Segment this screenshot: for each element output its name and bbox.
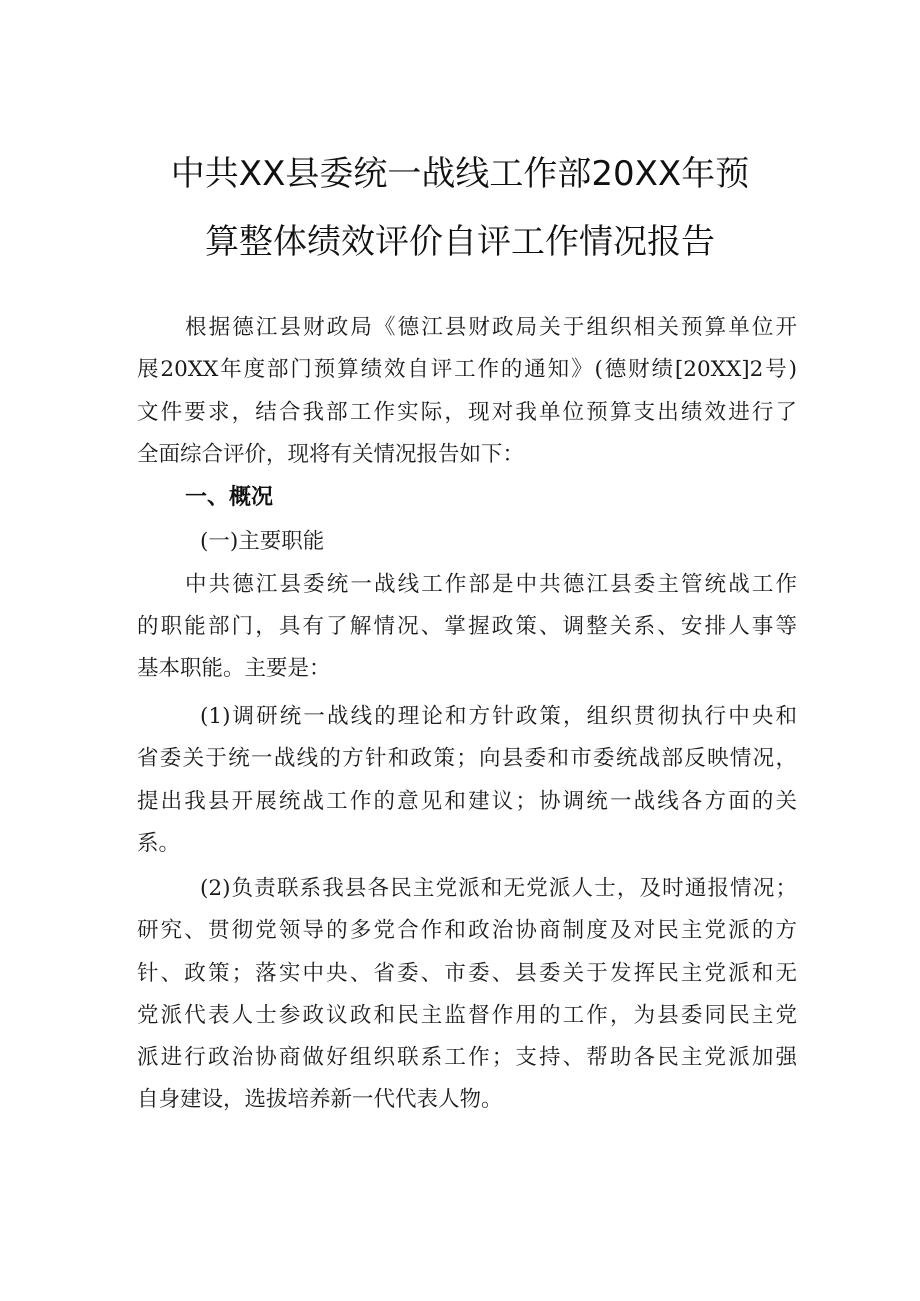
list-item-2-line: 自身建设，选拔培养新一代代表人物。 — [137, 1087, 503, 1112]
list-item-1-line: 系。 — [137, 831, 181, 856]
list-item-2-line: 针、政策；落实中央、省委、市委、县委关于发挥民主党派和无 — [137, 961, 797, 986]
list-item-1-line: (1)调研统一战线的理论和方针政策，组织贯彻执行中央和 — [200, 704, 797, 729]
paragraph-line: 的职能部门，具有了解情况、掌握政策、调整关系、安排人事等 — [137, 614, 797, 639]
paragraph-line: 基本职能。主要是： — [137, 656, 331, 681]
section-heading-overview: 一、概况 — [185, 485, 274, 510]
report-title-line-1: 中共XX县委统一战线工作部20XX年预 — [170, 154, 750, 194]
list-item-2-line: (2)负责联系我县各民主党派和无党派人士，及时通报情况； — [200, 876, 797, 901]
intro-line: 根据德江县财政局《德江县财政局关于组织相关预算单位开 — [185, 315, 797, 340]
list-item-2-line: 研究、贯彻党领导的多党合作和政治协商制度及对民主党派的方 — [137, 918, 797, 943]
list-item-1-line: 省委关于统一战线的方针和政策；向县委和市委统战部反映情况， — [137, 746, 797, 771]
intro-line: 文件要求，结合我部工作实际，现对我单位预算支出绩效进行了 — [137, 400, 797, 425]
list-item-2-line: 派进行政治协商做好组织联系工作；支持、帮助各民主党派加强 — [137, 1045, 797, 1070]
intro-line: 展20XX年度部门预算绩效自评工作的通知》(德财绩[20XX]2号) — [137, 357, 797, 382]
subsection-heading-main-functions: (一)主要职能 — [200, 529, 325, 554]
list-item-1-line: 提出我县开展统战工作的意见和建议；协调统一战线各方面的关 — [137, 789, 797, 814]
report-title-line-2: 算整体绩效评价自评工作情况报告 — [205, 222, 715, 262]
list-item-2-line: 党派代表人士参政议政和民主监督作用的工作，为县委同民主党 — [137, 1003, 797, 1028]
paragraph-line: 中共德江县委统一战线工作部是中共德江县委主管统战工作 — [185, 572, 797, 597]
intro-line: 全面综合评价，现将有关情况报告如下： — [137, 442, 525, 467]
